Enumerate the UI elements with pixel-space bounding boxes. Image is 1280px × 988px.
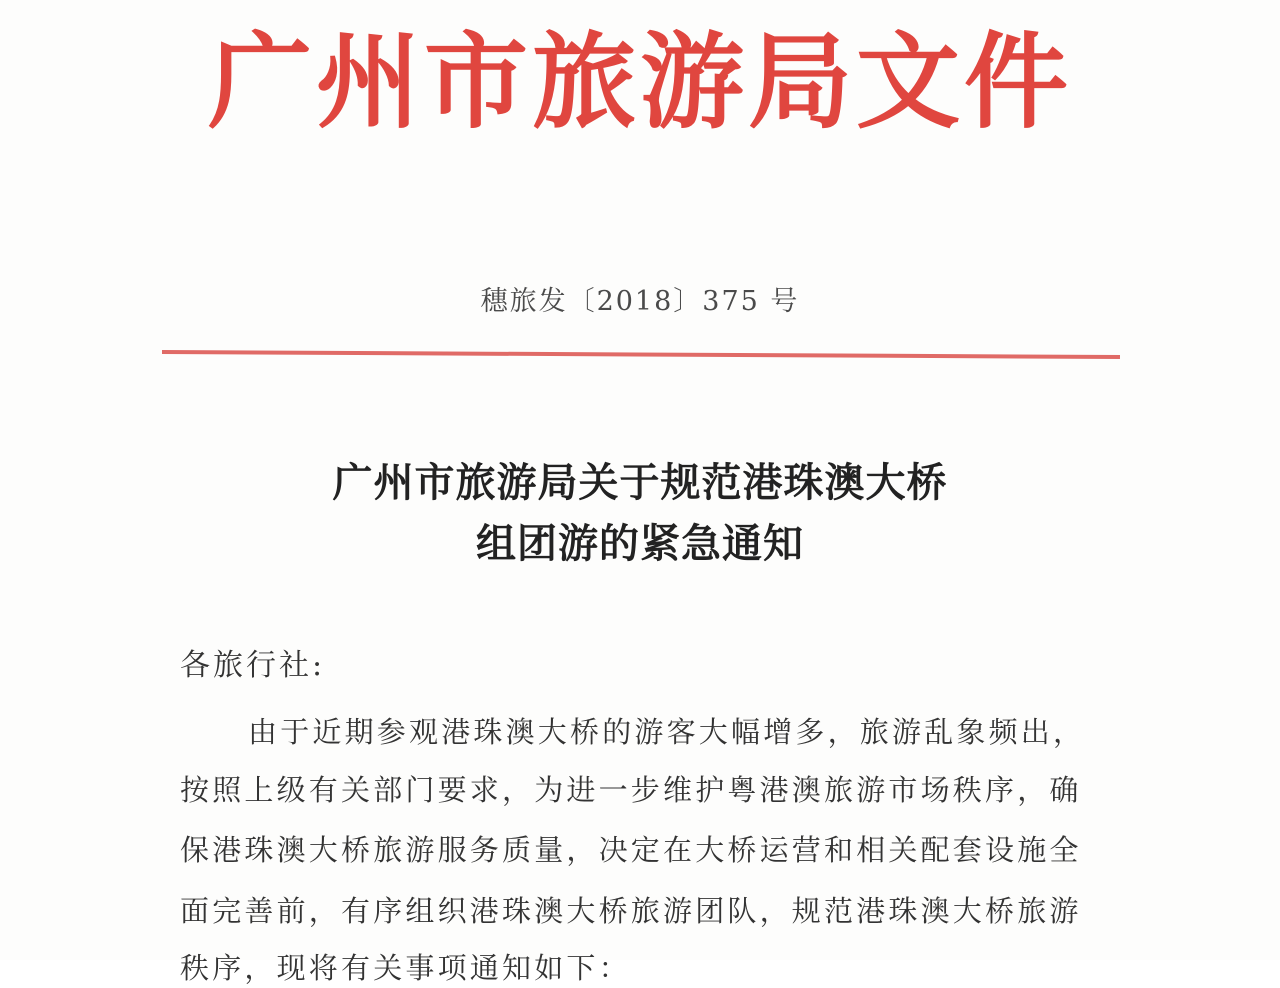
masthead-title: 广州市旅游局文件 xyxy=(207,20,1072,143)
body-line-4: 面完善前，有序组织港珠澳大桥旅游团队，规范港珠澳大桥旅游 xyxy=(180,894,1082,928)
notice-title-line-1: 广州市旅游局关于规范港珠澳大桥 xyxy=(332,459,948,506)
red-divider-line xyxy=(162,350,1120,359)
body-line-5: 秩序，现将有关事项通知如下： xyxy=(180,951,631,985)
body-line-2: 按照上级有关部门要求，为进一步维护粤港澳旅游市场秩序，确 xyxy=(180,773,1082,807)
salutation: 各旅行社: xyxy=(180,648,326,683)
document-number: 穗旅发〔2018〕375 号 xyxy=(480,286,800,317)
body-line-1: 由于近期参观港珠澳大桥的游客大幅增多，旅游乱象频出， xyxy=(248,715,1086,749)
notice-title-line-2: 组团游的紧急通知 xyxy=(476,520,804,567)
body-line-3: 保港珠澳大桥旅游服务质量，决定在大桥运营和相关配套设施全 xyxy=(180,833,1082,867)
